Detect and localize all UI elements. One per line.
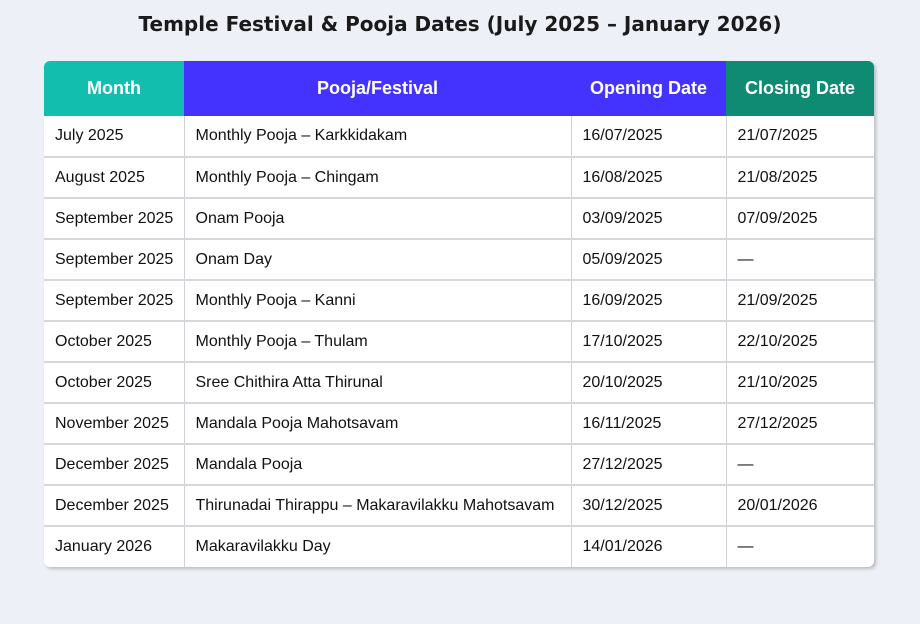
cell-closing-date: 21/10/2025 bbox=[726, 362, 874, 403]
cell-closing-date: 21/07/2025 bbox=[726, 116, 874, 157]
cell-month: July 2025 bbox=[44, 116, 184, 157]
cell-month: December 2025 bbox=[44, 444, 184, 485]
cell-closing-date: — bbox=[726, 239, 874, 280]
header-pooja-festival: Pooja/Festival bbox=[184, 61, 571, 116]
cell-closing-date: 21/08/2025 bbox=[726, 157, 874, 198]
cell-closing-date: 27/12/2025 bbox=[726, 403, 874, 444]
cell-opening-date: 20/10/2025 bbox=[571, 362, 726, 403]
cell-pooja-festival: Monthly Pooja – Chingam bbox=[184, 157, 571, 198]
cell-month: October 2025 bbox=[44, 362, 184, 403]
table-row bbox=[44, 116, 874, 157]
cell-opening-date: 05/09/2025 bbox=[571, 239, 726, 280]
table-row bbox=[44, 362, 874, 403]
cell-closing-date: — bbox=[737, 538, 754, 555]
festival-table bbox=[44, 61, 874, 567]
cell-pooja-festival: Onam Day bbox=[184, 239, 571, 280]
cell-opening-date: 16/08/2025 bbox=[571, 157, 726, 198]
cell-opening-date: 27/12/2025 bbox=[571, 444, 726, 485]
cell-pooja-festival: Mandala Pooja Mahotsavam bbox=[184, 403, 571, 444]
header-month: Month bbox=[44, 61, 184, 116]
cell-pooja-festival: Thirunadai Thirappu – Makaravilakku Mahotsavam bbox=[184, 485, 571, 526]
table-row bbox=[44, 239, 874, 280]
cell-pooja-festival: Monthly Pooja – Karkkidakam bbox=[184, 116, 571, 157]
cell-pooja-festival: Monthly Pooja – Thulam bbox=[184, 321, 571, 362]
header-opening-date: Opening Date bbox=[571, 61, 726, 116]
page-title: Temple Festival & Pooja Dates (July 2025 – January 2026) bbox=[138, 12, 782, 36]
table-row bbox=[44, 280, 874, 321]
cell-month: January 2026 bbox=[44, 526, 184, 567]
cell-opening-date: 16/07/2025 bbox=[571, 116, 726, 157]
cell-opening-date: 16/09/2025 bbox=[571, 280, 726, 321]
cell-opening-date: 14/01/2026 bbox=[571, 526, 726, 567]
cell-closing-date: — bbox=[726, 444, 874, 485]
cell-opening-date: 03/09/2025 bbox=[571, 198, 726, 239]
cell-month: October 2025 bbox=[44, 321, 184, 362]
header-closing-date: Closing Date bbox=[726, 61, 874, 116]
cell-pooja-festival: Makaravilakku Day bbox=[184, 526, 571, 567]
cell-closing-date: 22/10/2025 bbox=[726, 321, 874, 362]
header-row bbox=[44, 61, 874, 116]
cell-month: September 2025 bbox=[44, 280, 184, 321]
cell-closing-date: 07/09/2025 bbox=[726, 198, 874, 239]
cell-month: December 2025 bbox=[44, 485, 184, 526]
table-row bbox=[44, 485, 874, 526]
cell-month: September 2025 bbox=[44, 198, 184, 239]
cell-opening-date: 16/11/2025 bbox=[571, 403, 726, 444]
festival-table-container bbox=[44, 61, 874, 567]
cell-pooja-festival: Mandala Pooja bbox=[184, 444, 571, 485]
cell-month: August 2025 bbox=[44, 157, 184, 198]
table-body bbox=[44, 116, 874, 567]
table-row bbox=[44, 321, 874, 362]
table-row bbox=[44, 198, 874, 239]
cell-opening-date: 30/12/2025 bbox=[571, 485, 726, 526]
cell-month: September 2025 bbox=[44, 239, 184, 280]
cell-opening-date: 17/10/2025 bbox=[571, 321, 726, 362]
cell-closing-date: 21/09/2025 bbox=[726, 280, 874, 321]
cell-pooja-festival: Monthly Pooja – Kanni bbox=[184, 280, 571, 321]
table-row bbox=[44, 403, 874, 444]
cell-month: November 2025 bbox=[44, 403, 184, 444]
cell-pooja-festival: Onam Pooja bbox=[184, 198, 571, 239]
table-row bbox=[44, 157, 874, 198]
table-header bbox=[44, 61, 874, 116]
table-row bbox=[44, 444, 874, 485]
cell-pooja-festival: Sree Chithira Atta Thirunal bbox=[184, 362, 571, 403]
cell-closing-date: 20/01/2026 bbox=[726, 485, 874, 526]
table-row bbox=[44, 526, 874, 567]
